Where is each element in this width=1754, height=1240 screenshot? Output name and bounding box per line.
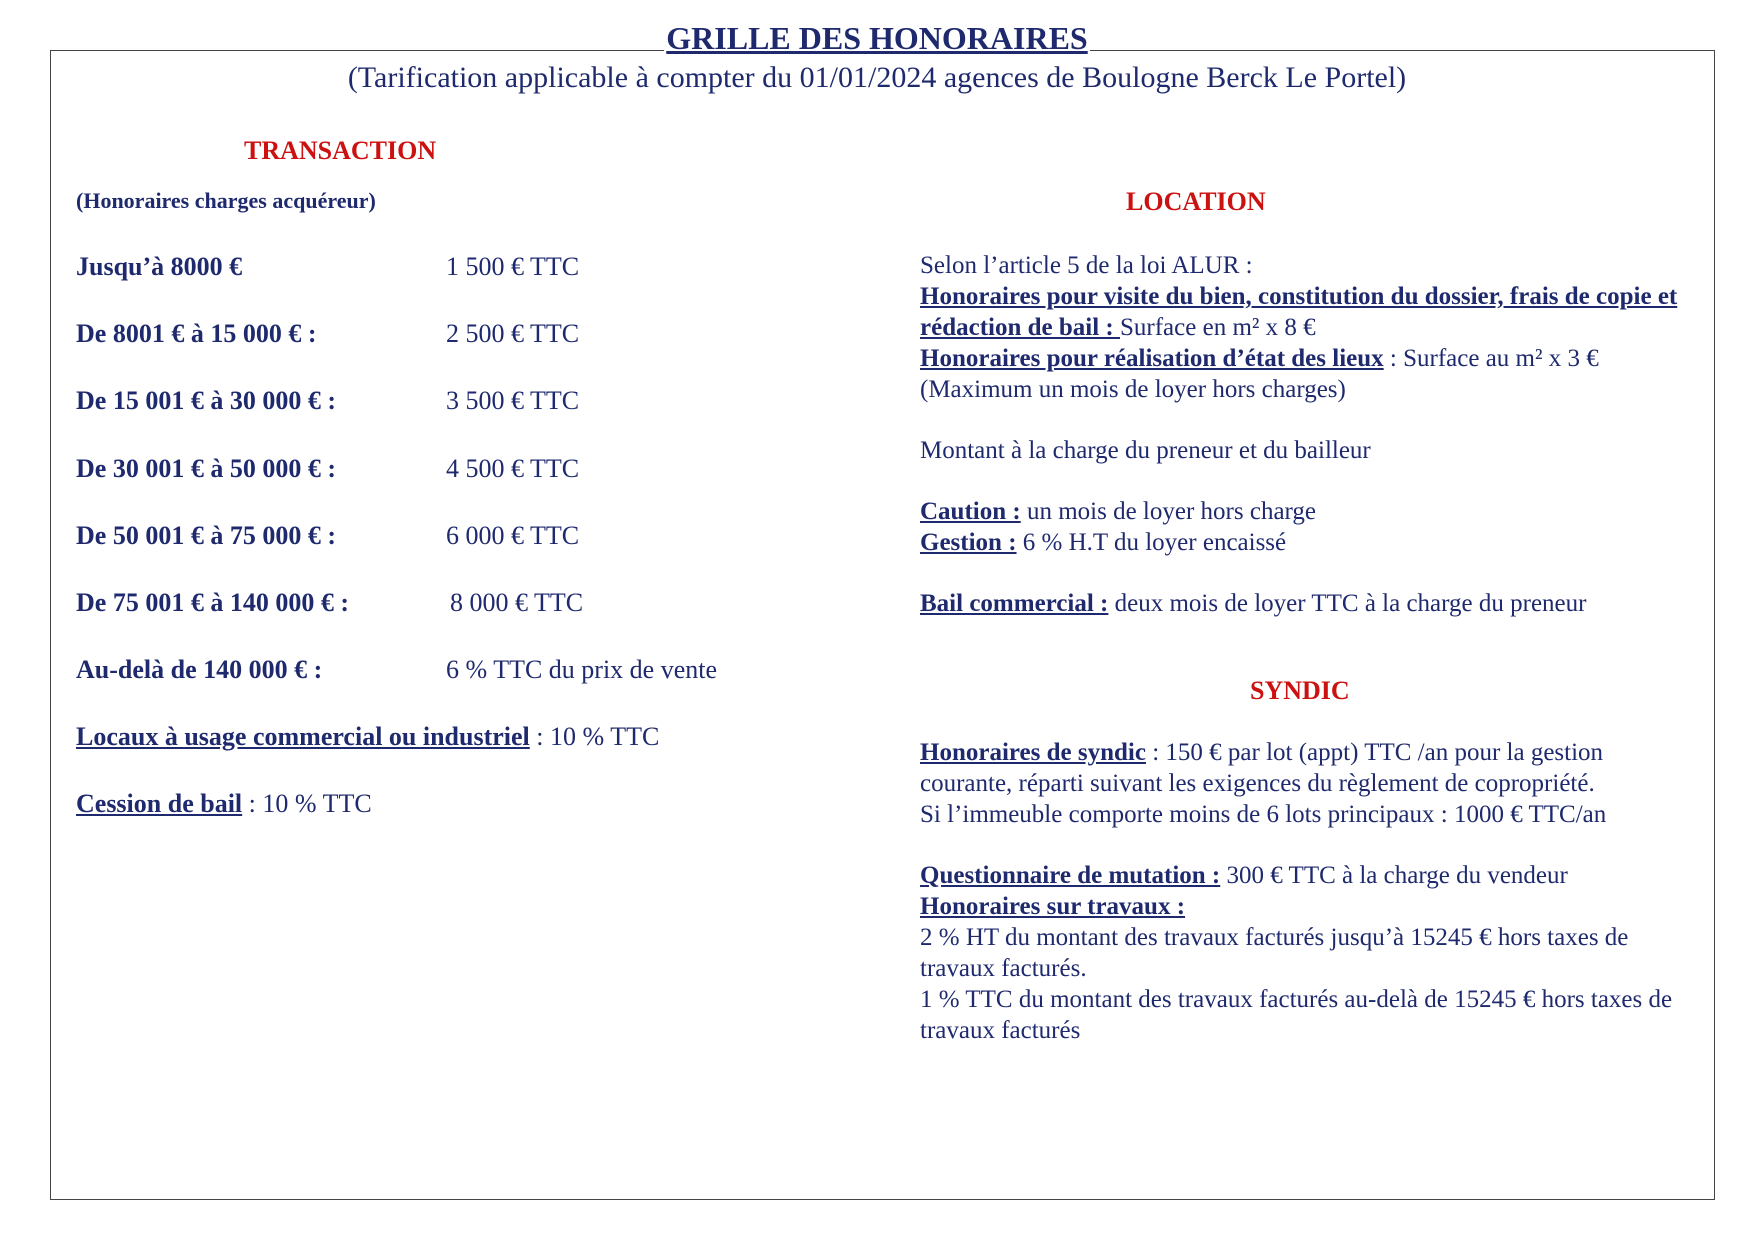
inventory-fees-value: : Surface au m² x 3 € [1383,345,1599,372]
commercial-lease-value: deux mois de loyer TTC à la charge du preneur [1108,590,1587,617]
visit-fees-value: Surface en m² x 8 € [1120,314,1316,341]
fee-amount: 8 000 € TTC [450,588,584,617]
fee-amount: 2 500 € TTC [446,319,580,348]
fee-row [76,588,584,618]
lease-transfer-row [76,789,372,819]
commercial-premises-label: Locaux à usage commercial ou industriel [76,722,530,751]
fee-range-label: Jusqu’à 8000 € [76,252,243,281]
transaction-heading: TRANSACTION [244,136,437,165]
works-fees-line-1: 2 % HT du montant des travaux facturés jusqu’à 15245 € hors taxes de travaux facturés. [920,924,1629,982]
commercial-premises-row [76,722,659,752]
fee-amount: 3 500 € TTC [446,386,580,415]
syndic-fees [920,737,1680,799]
fee-row [76,454,580,484]
lease-transfer-label: Cession de bail [76,789,243,818]
fee-amount: 1 500 € TTC [446,252,580,281]
lease-transfer-value: : 10 % TTC [242,789,372,818]
inventory-fees [920,343,1680,374]
management-label: Gestion : [920,529,1017,556]
alur-intro: Selon l’article 5 de la loi ALUR : [920,252,1253,279]
fee-range-label: Au-delà de 140 000 € : [76,655,323,684]
fee-row [76,252,580,282]
visit-fees-label: Honoraires pour visite du bien, constitution du dossier, frais de copie et rédaction de bail : [920,283,1678,341]
fee-range-label: De 50 001 € à 75 000 € : [76,521,336,550]
page-title: GRILLE DES HONORAIRES [666,20,1088,56]
fee-range-label: De 30 001 € à 50 000 € : [76,454,336,483]
transfer-questionnaire-label: Questionnaire de mutation : [920,862,1221,889]
fee-row [76,655,718,685]
syndic-heading: SYNDIC [1250,676,1350,705]
fee-row [76,386,580,416]
page-subtitle: (Tarification applicable à compter du 01/01/2024 agences de Boulogne Berck Le Portel) [347,61,1407,94]
commercial-premises-value: : 10 % TTC [529,722,660,751]
deposit-label: Caution : [920,498,1021,525]
syndic-fees-label: Honoraires de syndic [920,739,1146,766]
inventory-fees-label: Honoraires pour réalisation d’état des lieux [920,345,1384,372]
works-fees-label: Honoraires sur travaux : [920,893,1186,920]
charge-note: Montant à la charge du preneur et du bailleur [920,437,1371,464]
deposit-value: un mois de loyer hors charge [1020,498,1317,525]
transfer-questionnaire-value: 300 € TTC à la charge du vendeur [1220,862,1568,889]
fee-row [76,319,580,349]
transaction-note: (Honoraires charges acquéreur) [76,188,376,213]
works-fees-line-2: 1 % TTC du montant des travaux facturés au-delà de 15245 € hors taxes de travaux facturés [920,986,1673,1044]
fee-amount: 4 500 € TTC [446,454,580,483]
fee-row [76,521,580,551]
fee-amount: 6 % TTC du prix de vente [446,655,718,684]
fee-range-label: De 75 001 € à 140 000 € : [76,588,349,617]
works-fees [920,891,1680,922]
location-heading: LOCATION [1126,187,1266,216]
fee-range-label: De 15 001 € à 30 000 € : [76,386,336,415]
location-block [920,250,1680,619]
fee-range-label: De 8001 € à 15 000 € : [76,319,317,348]
transfer-questionnaire [920,860,1680,891]
syndic-fees-value: : 150 € par lot (appt) TTC /an pour la gestion courante, réparti suivant les exigences du règlement de copropriété. [920,739,1604,797]
commercial-lease-line [920,588,1680,619]
small-building-fee: Si l’immeuble comporte moins de 6 lots principaux : 1000 € TTC/an [920,801,1607,828]
fee-amount: 6 000 € TTC [446,521,580,550]
commercial-lease-label: Bail commercial : [920,590,1109,617]
maximum-note: (Maximum un mois de loyer hors charges) [920,376,1346,403]
management-value: 6 % H.T du loyer encaissé [1016,529,1287,556]
syndic-block [920,737,1680,1046]
visit-fees [920,281,1680,343]
management-line [920,527,1680,558]
deposit-line [920,496,1680,527]
